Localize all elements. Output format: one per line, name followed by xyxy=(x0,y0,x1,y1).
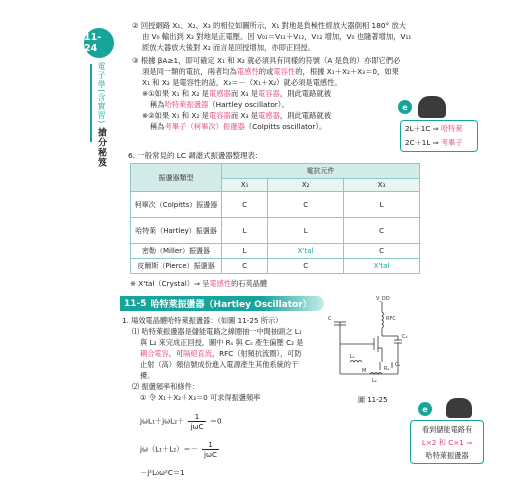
highlight-text: 電容器 xyxy=(258,89,280,98)
text-line: 經放大器放大後對 X₂ 而言是回授增加，亦即正回授。 xyxy=(142,43,316,52)
cell-x2: C xyxy=(268,192,344,218)
tip-box-mnemonic xyxy=(400,120,478,152)
text-line: ⑵ 振盪頻率和條件： xyxy=(132,382,199,391)
tip-line: 看到儲能電路有 xyxy=(421,425,473,434)
highlight-text: 耦合電容 xyxy=(140,349,169,358)
text-line xyxy=(132,66,452,77)
fraction xyxy=(202,440,219,459)
main-content xyxy=(122,20,452,134)
highlight-text: 電容器 xyxy=(208,111,231,120)
fraction xyxy=(188,412,205,431)
section-title: 哈特萊振盪器（Hartley Oscillator） xyxy=(150,300,312,310)
text-line: 1. 場效電晶體哈特萊振盪器：（如圖 11-25 所示） xyxy=(122,316,283,325)
oscillator-table xyxy=(130,163,420,274)
eq-text: jω（L₁＋L₂）＝－ xyxy=(140,444,198,454)
note-line-1 xyxy=(132,88,412,99)
col-header-type: 振盪器類型 xyxy=(131,164,222,192)
text-span: 稱為 xyxy=(150,100,165,109)
text-line: 由 V₀ 輸出到 X₂ 對地是正電壓。因 V₀₁＝V₁₁＋V₁₂，V₁₂ 增加，V₀ 也隨著增加，V₁₁ xyxy=(142,32,412,41)
cell-name: 柯畢次（Colpitts）振盪器 xyxy=(131,192,222,218)
tip-line: 哈特萊振盪器 xyxy=(425,451,469,460)
cell-name: 密勒（Miller）振盪器 xyxy=(131,244,222,259)
rfc-coil xyxy=(382,312,384,328)
text-span: 而 X₃ 是 xyxy=(230,111,259,120)
text-span: ，可 xyxy=(168,349,184,358)
highlight-text: 隔絕直流 xyxy=(183,349,212,358)
cell-x1: L xyxy=(222,244,268,259)
table-title: 6. 一般常見的 LC 調諧式振盪器整理表： xyxy=(128,151,263,160)
cell-x1: C xyxy=(222,259,268,274)
cell-x2: X'tal xyxy=(268,244,344,259)
e-bubble-icon: e xyxy=(398,100,412,114)
text-line: ③ 根據 βA≥1，即可確定 X₁ 和 X₂ 就必須具有同樣的符號（A 是負的）亦即它們必 xyxy=(132,56,401,65)
cell-x3: C xyxy=(344,244,420,259)
highlight-text: 電感性 xyxy=(236,67,259,76)
text-span: （Colpitts oscillator）。 xyxy=(244,122,327,131)
teacher-avatar-icon xyxy=(446,398,472,418)
highlight-text: 哈特萊振盪器 xyxy=(164,100,209,109)
c-label: C xyxy=(328,316,332,322)
equation-2 xyxy=(140,440,221,459)
numerator: 1 xyxy=(188,412,205,422)
table-row xyxy=(131,192,420,218)
sidebar-subject: 電子學(含實習) xyxy=(97,62,106,125)
text-span: 2L＋1C ⇒ xyxy=(405,124,441,133)
equation-1 xyxy=(140,412,222,431)
l1-label: L₁ xyxy=(350,354,355,360)
denominator: jωC xyxy=(204,450,218,459)
col-header-x1: X₁ xyxy=(222,179,268,192)
figure-caption: 圖 11-25 xyxy=(358,396,388,404)
text-line: 與 L₂ 來完成正回授，圖中 Rₛ 與 Cₛ 產生偏壓 C₂ 是 xyxy=(140,338,304,347)
table-row xyxy=(131,218,420,244)
text-span: ，則此電路就被 xyxy=(279,89,331,98)
text-span: ※②如果 X₁ 和 X₂ 是 xyxy=(142,111,209,120)
cell-x1: C xyxy=(222,192,268,218)
text-span: ※①如果 X₁ 和 X₂ 是 xyxy=(142,89,209,98)
eq-text: ＝0 xyxy=(209,416,222,426)
teacher-avatar-icon xyxy=(418,96,446,118)
table-footnote xyxy=(130,279,267,289)
cell-name: 皮爾斯（Pierce）振盪器 xyxy=(131,259,222,274)
text-line: ② 回授網路 X₁、X₂、X₃ 的相位如圖所示，X₁ 對地是負極性經放大器倒相 180° 放大 xyxy=(132,21,407,30)
text-line: ⑴ 哈特萊振盪器是儲能電路之線圈抽一中間抽頭之 L₁ xyxy=(132,327,302,336)
text-span: 而 X₃ 是 xyxy=(230,89,259,98)
tip-box-hartley xyxy=(410,420,484,464)
m-label: M xyxy=(362,368,367,374)
sidebar-series: 搶分秘笈 xyxy=(96,127,106,168)
text-span: 的石英晶體 xyxy=(231,279,268,288)
chapter-page-badge: 11-24 xyxy=(84,28,114,58)
highlight-text: 電感器 xyxy=(208,89,231,98)
text-span: ，則此電路就被 xyxy=(279,111,331,120)
col-header-x2: X₂ xyxy=(268,179,344,192)
c2-label: C₂ xyxy=(402,334,408,340)
text-span: 須是同一類的電抗，兩者均為 xyxy=(142,67,237,76)
cell-x3: L xyxy=(344,192,420,218)
rfc-label: RFC xyxy=(386,316,396,322)
text-span: ，RFC（射頻抗流圈），可防 xyxy=(211,349,302,358)
text-span: ※ X'tal（Crystal）⇒ 呈 xyxy=(130,279,210,288)
cell-x2: C xyxy=(268,259,344,274)
section-heading xyxy=(120,296,324,311)
numerator: 1 xyxy=(202,440,219,450)
eq-text: jωL₁＋jωL₂＋ xyxy=(140,416,185,426)
cell-x2: L xyxy=(268,218,344,244)
text-span: 2C＋1L ⇒ xyxy=(405,138,441,147)
text-line: 止射（高）頻信號成份進入電源產生其他系統的干 xyxy=(140,360,299,369)
tip-line: L×2 和 C×1 ⇒ xyxy=(421,438,473,447)
sidebar-vertical-title xyxy=(88,62,108,168)
section-body xyxy=(122,315,312,403)
tip-line-1 xyxy=(405,122,473,136)
cs-label: Cₛ xyxy=(395,362,401,368)
hartley-circuit-diagram xyxy=(320,292,410,392)
highlight-text: 考畢子（柯畢次）振盪器 xyxy=(164,122,245,131)
equation-3: －j²L₀ω²C＝1 xyxy=(140,468,185,477)
text-span: （Hartley oscillator）。 xyxy=(208,100,289,109)
highlight-text: 電感器 xyxy=(258,111,280,120)
text-line xyxy=(122,348,312,359)
text-line: 擾。 xyxy=(140,371,155,380)
col-header-group: 電抗元件 xyxy=(222,164,420,179)
text-span: 稱為 xyxy=(150,122,165,131)
vdd-label: V_DD xyxy=(376,296,390,302)
l1-coil xyxy=(350,361,362,363)
text-span: 的或 xyxy=(258,67,274,76)
col-header-x3: X₃ xyxy=(344,179,420,192)
paragraph-2 xyxy=(122,20,452,53)
denominator: jωC xyxy=(190,422,204,431)
cell-x1: L xyxy=(222,218,268,244)
rs-label: Rₛ xyxy=(384,366,390,372)
text-line: X₁ 和 X₂ 是電容性的話，X₃＝－（X₁＋X₂）就必須是電感性。 xyxy=(142,78,342,87)
l2-label: L₂ xyxy=(372,378,377,384)
text-span: 的，根據 X₁＋X₂＋X₃＝0，如果 xyxy=(295,67,399,76)
highlight-text: 考畢子 xyxy=(440,138,463,147)
cell-x3: C xyxy=(344,218,420,244)
table-row xyxy=(131,244,420,259)
tip-line-2 xyxy=(405,136,473,150)
highlight-text: 電感性 xyxy=(209,279,232,288)
highlight-text: 哈特萊 xyxy=(440,124,463,133)
table-row xyxy=(131,259,420,274)
text-line: ① 令 X₁＋X₂＋X₃＝0 可求得振盪頻率 xyxy=(140,393,261,402)
highlight-text: 電容性 xyxy=(273,67,296,76)
cell-x3: X'tal xyxy=(344,259,420,274)
e-bubble-icon: e xyxy=(418,402,432,416)
cell-name: 哈特萊（Hartley）振盪器 xyxy=(131,218,222,244)
note-line-2 xyxy=(132,110,412,121)
section-number: 11-5 xyxy=(124,298,147,309)
